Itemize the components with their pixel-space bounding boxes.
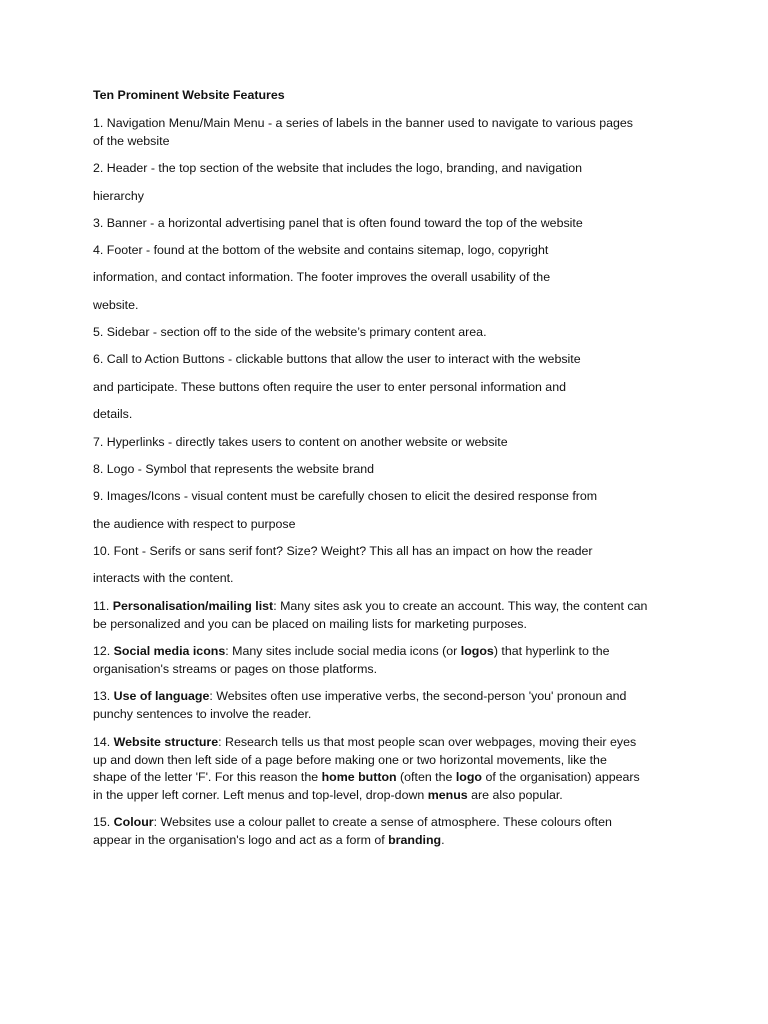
body-text: appear in the organisation's logo and act as a form of	[93, 833, 389, 847]
body-text: : Research tells us that most people scan over webpages, moving their eyes	[218, 735, 637, 749]
feature-item-12-line-1	[93, 642, 610, 660]
body-text: organisation's streams or pages on those platforms.	[93, 662, 378, 676]
body-text: : Many sites ask you to create an account. This way, the content can	[273, 599, 648, 613]
feature-item-4-line-2: information, and contact information. The footer improves the overall usability of the	[93, 270, 551, 284]
body-text: 12.	[93, 644, 114, 658]
body-text: : Many sites include social media icons (or	[225, 644, 461, 658]
body-text: (often the	[396, 770, 456, 784]
body-text: 14.	[93, 735, 114, 749]
body-text: : Websites often use imperative verbs, the second-person 'you' pronoun and	[209, 689, 627, 703]
feature-item-7-line-1: 7. Hyperlinks - directly takes users to content on another website or website	[93, 435, 508, 449]
emphasis-text: logo	[455, 770, 482, 784]
feature-item-13-line-2	[93, 705, 311, 723]
body-text: 15.	[93, 815, 114, 829]
feature-item-10-line-2: interacts with the content.	[93, 571, 234, 585]
feature-item-6-line-2: and participate. These buttons often require the user to enter personal information and	[93, 380, 566, 394]
feature-item-4-line-1: 4. Footer - found at the bottom of the website and contains sitemap, logo, copyright	[93, 243, 549, 257]
emphasis-text: Personalisation/mailing list	[112, 599, 274, 613]
feature-item-4-line-3: website.	[93, 298, 139, 312]
feature-item-11-line-1	[93, 597, 647, 615]
emphasis-text: Website structure	[113, 735, 219, 749]
body-text: in the upper left corner. Left menus and top-level, drop-down	[93, 788, 428, 802]
body-text: up and down then left side of a page before making one or two horizontal movements, like the	[93, 753, 607, 767]
feature-item-6-line-3: details.	[93, 407, 133, 421]
feature-item-8-line-1: 8. Logo - Symbol that represents the website brand	[93, 462, 375, 476]
feature-item-12-line-2	[93, 660, 377, 678]
body-text: punchy sentences to involve the reader.	[93, 707, 312, 721]
body-text: 11.	[93, 599, 113, 613]
feature-item-14-line-2	[93, 751, 607, 769]
feature-item-2-line-2: hierarchy	[93, 189, 144, 203]
emphasis-text: Colour	[113, 815, 154, 829]
feature-item-1-line-2: of the website	[93, 134, 170, 148]
body-text: shape of the letter 'F'. For this reason the	[93, 770, 322, 784]
feature-item-14-line-1	[93, 733, 636, 751]
emphasis-text: logos	[460, 644, 494, 658]
feature-item-14-line-3	[93, 768, 640, 786]
body-text: of the organisation) appears	[482, 770, 640, 784]
emphasis-text: home button	[321, 770, 397, 784]
emphasis-text: Social media icons	[113, 644, 226, 658]
feature-item-10-line-1: 10. Font - Serifs or sans serif font? Size? Weight? This all has an impact on how the reader	[93, 544, 593, 558]
feature-item-15-line-1	[93, 813, 612, 831]
feature-item-11-line-2	[93, 615, 527, 633]
feature-item-13-line-1	[93, 687, 626, 705]
feature-item-9-line-2: the audience with respect to purpose	[93, 517, 296, 531]
body-text: 13.	[93, 689, 114, 703]
body-text: be personalized and you can be placed on mailing lists for marketing purposes.	[93, 617, 527, 631]
emphasis-text: branding	[388, 833, 442, 847]
body-text: : Websites use a colour pallet to create a sense of atmosphere. These colours often	[153, 815, 612, 829]
feature-item-6-line-1: 6. Call to Action Buttons - clickable buttons that allow the user to interact with the website	[93, 352, 581, 366]
emphasis-text: menus	[427, 788, 468, 802]
feature-item-9-line-1: 9. Images/Icons - visual content must be carefully chosen to elicit the desired response from	[93, 489, 598, 503]
feature-item-3-line-1: 3. Banner - a horizontal advertising panel that is often found toward the top of the website	[93, 216, 583, 230]
document-title: Ten Prominent Website Features	[93, 88, 285, 102]
feature-item-15-line-2	[93, 831, 445, 849]
feature-item-5-line-1: 5. Sidebar - section off to the side of the website’s primary content area.	[93, 325, 487, 339]
emphasis-text: Use of language	[113, 689, 210, 703]
body-text: .	[441, 833, 445, 847]
body-text: are also popular.	[467, 788, 563, 802]
feature-item-1-line-1: 1. Navigation Menu/Main Menu - a series of labels in the banner used to navigate to various pages	[93, 116, 634, 130]
feature-item-14-line-4	[93, 786, 563, 804]
body-text: ) that hyperlink to the	[493, 644, 610, 658]
feature-item-2-line-1: 2. Header - the top section of the website that includes the logo, branding, and navigation	[93, 161, 583, 175]
